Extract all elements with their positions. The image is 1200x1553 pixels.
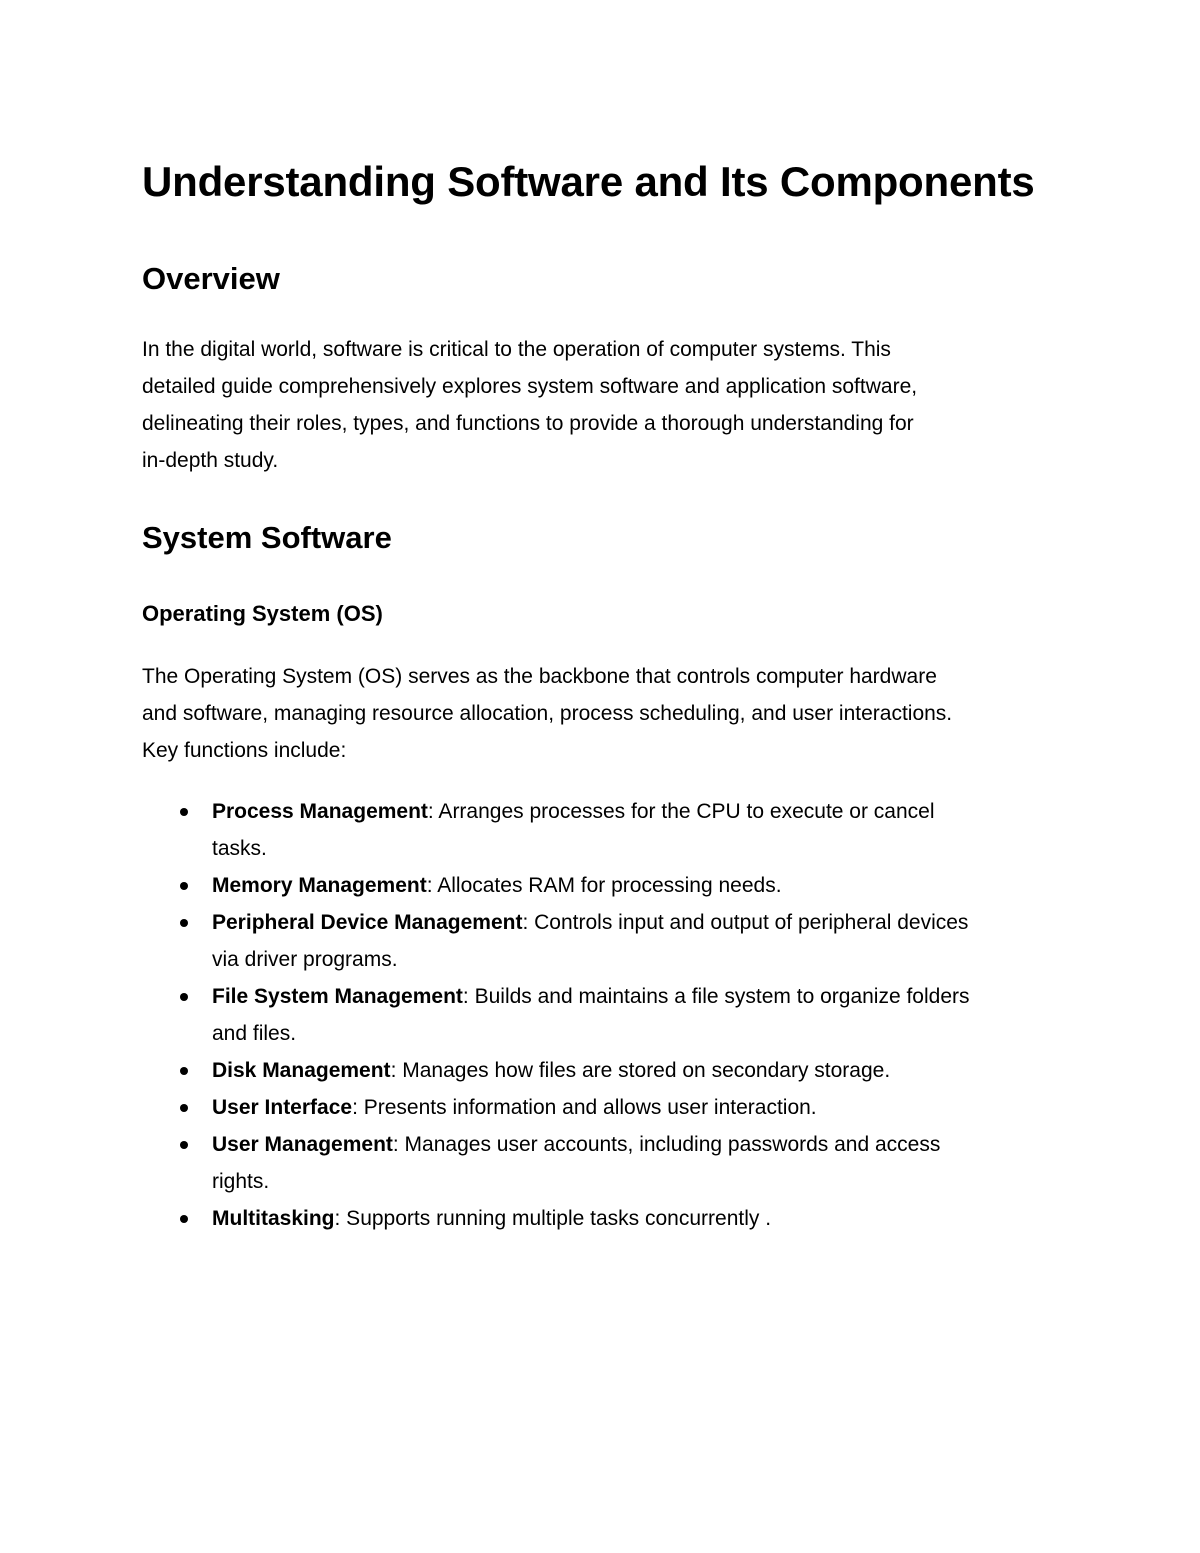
overview-line: in-depth study. (142, 449, 279, 472)
operating-system-paragraph (142, 658, 1062, 769)
overview-line: In the digital world, software is critical to the operation of computer systems. This (142, 338, 891, 361)
bullet-dot-icon (180, 1104, 188, 1112)
os-line: Key functions include: (142, 739, 347, 762)
list-item (142, 1052, 1062, 1089)
list-item-line (212, 978, 1062, 1015)
function-term: Disk Management (212, 1059, 391, 1082)
overview-paragraph (142, 331, 1062, 479)
list-item-line (212, 793, 1062, 830)
function-description: : Allocates RAM for processing needs. (426, 874, 782, 897)
bullet-dot-icon (180, 1215, 188, 1223)
function-description: : Supports running multiple tasks concurrently . (334, 1207, 772, 1230)
list-item-line (212, 1200, 1062, 1237)
function-term: Process Management (212, 800, 428, 823)
function-term: User Management (212, 1133, 393, 1156)
function-description: : Manages how files are stored on secondary storage. (390, 1059, 891, 1082)
list-item-line (212, 867, 1062, 904)
function-description: : Presents information and allows user interaction. (352, 1096, 817, 1119)
list-item (142, 978, 1062, 1052)
function-term: User Interface (212, 1096, 353, 1119)
list-item (142, 904, 1062, 978)
list-item-line (212, 1126, 1062, 1163)
list-item (142, 793, 1062, 867)
document-title: Understanding Software and Its Components (142, 158, 1035, 205)
operating-system-heading: Operating System (OS) (142, 601, 383, 626)
bullet-dot-icon (180, 919, 188, 927)
bullet-dot-icon (180, 1141, 188, 1149)
os-line: and software, managing resource allocation, process scheduling, and user interactions. (142, 702, 953, 725)
list-item-line (212, 1089, 1062, 1126)
function-term: Peripheral Device Management (212, 911, 523, 934)
function-continuation: tasks. (212, 837, 267, 860)
function-description: : Manages user accounts, including passwords and access (392, 1133, 941, 1156)
overview-line: delineating their roles, types, and functions to provide a thorough understanding for (142, 412, 914, 435)
function-description: : Controls input and output of peripheral devices (522, 911, 969, 934)
function-continuation: via driver programs. (212, 948, 398, 971)
function-continuation: and files. (212, 1022, 297, 1045)
list-item (142, 1126, 1062, 1200)
function-term: Multitasking (212, 1207, 335, 1230)
function-continuation: rights. (212, 1170, 270, 1193)
list-item-line (212, 1052, 1062, 1089)
os-line: The Operating System (OS) serves as the backbone that controls computer hardware (142, 665, 937, 688)
os-functions-list (142, 793, 1062, 1237)
function-term: File System Management (212, 985, 463, 1008)
overview-heading: Overview (142, 261, 280, 296)
list-item (142, 1089, 1062, 1126)
system-software-heading: System Software (142, 520, 392, 555)
list-item-line (212, 904, 1062, 941)
list-item (142, 1200, 1062, 1237)
bullet-dot-icon (180, 808, 188, 816)
bullet-dot-icon (180, 993, 188, 1001)
list-item (142, 867, 1062, 904)
overview-line: detailed guide comprehensively explores system software and application software, (142, 375, 918, 398)
function-description: : Arranges processes for the CPU to execute or cancel (427, 800, 935, 823)
bullet-dot-icon (180, 882, 188, 890)
function-term: Memory Management (212, 874, 427, 897)
bullet-dot-icon (180, 1067, 188, 1075)
function-description: : Builds and maintains a file system to organize folders (462, 985, 970, 1008)
